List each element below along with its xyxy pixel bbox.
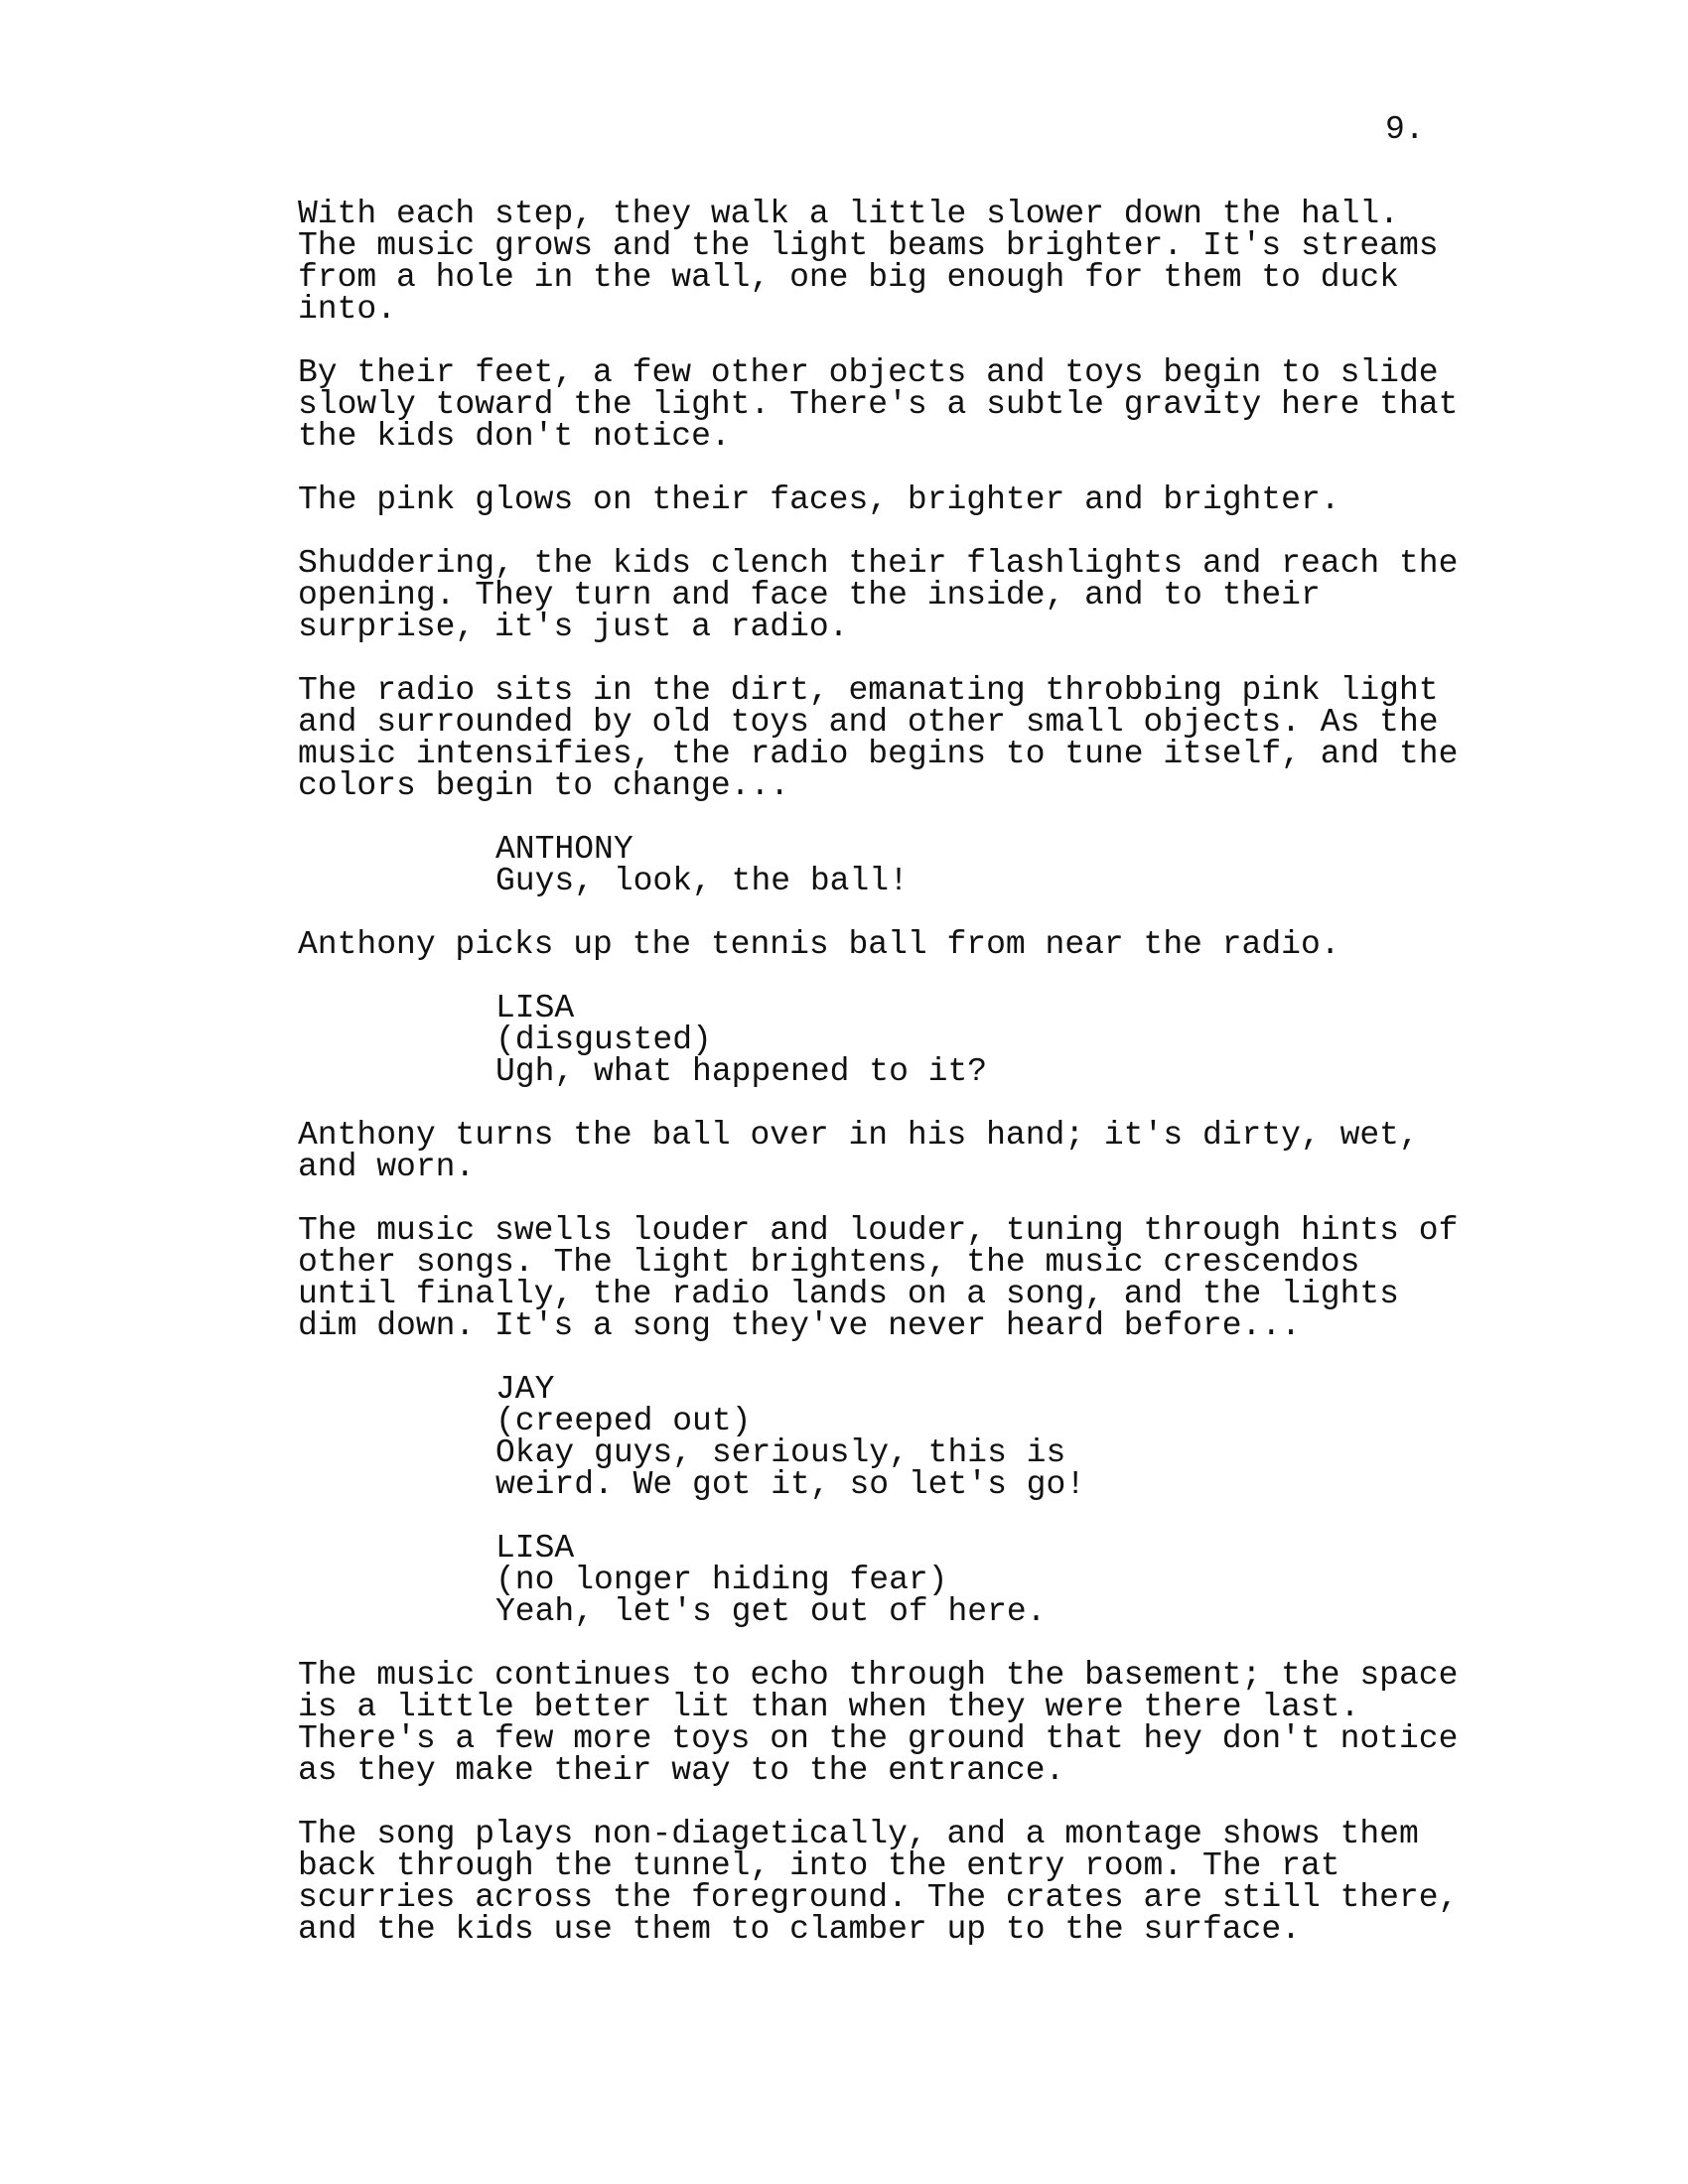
action-line: and surrounded by old toys and other small objects. As the	[298, 704, 1439, 741]
action-line: colors begin to change...	[298, 767, 790, 804]
block-spacer	[298, 1501, 1489, 1533]
action-line: slowly toward the light. There's a subtle gravity here that	[298, 386, 1459, 423]
action-line: The song plays non-diagetically, and a montage shows them	[298, 1816, 1419, 1852]
action-block	[298, 481, 1489, 518]
action-line: The pink glows on their faces, brighter and brighter.	[298, 481, 1340, 518]
block-spacer	[298, 516, 1489, 548]
character-name: LISA	[495, 1530, 575, 1567]
action-block	[298, 672, 1489, 804]
block-spacer	[298, 1183, 1489, 1215]
action-line: other songs. The light brightens, the music crescendos	[298, 1244, 1360, 1281]
action-line: into.	[298, 291, 397, 328]
action-line: the kids don't notice.	[298, 418, 731, 455]
action-line: surprise, it's just a radio.	[298, 609, 849, 645]
action-block	[298, 1657, 1489, 1789]
block-spacer	[298, 1787, 1489, 1819]
dialogue-line: Okay guys, seriously, this is	[495, 1434, 1066, 1471]
action-line: back through the tunnel, into the entry room. The rat	[298, 1847, 1340, 1884]
dialogue-block	[298, 1371, 1489, 1503]
action-line: The music grows and the light beams brighter. It's streams	[298, 227, 1439, 264]
action-block	[298, 1212, 1489, 1344]
dialogue-line: Guys, look, the ball!	[495, 863, 909, 899]
action-block	[298, 1816, 1489, 1948]
parenthetical: (creeped out)	[495, 1403, 752, 1439]
character-name: ANTHONY	[495, 831, 633, 868]
dialogue-line: Ugh, what happened to it?	[495, 1053, 988, 1090]
block-spacer	[298, 1342, 1489, 1374]
action-line: There's a few more toys on the ground that hey don't notice	[298, 1720, 1459, 1757]
action-line: until finally, the radio lands on a song, and the lights	[298, 1276, 1399, 1312]
action-line: Anthony picks up the tennis ball from near the radio.	[298, 926, 1340, 963]
action-line: dim down. It's a song they've never heard before...	[298, 1307, 1301, 1344]
block-spacer	[298, 1088, 1489, 1120]
action-line: as they make their way to the entrance.	[298, 1752, 1065, 1789]
action-line: scurries across the foreground. The crates are still there,	[298, 1879, 1459, 1916]
block-spacer	[298, 643, 1489, 675]
dialogue-line: Yeah, let's get out of here.	[495, 1593, 1047, 1630]
dialogue-block	[298, 831, 1489, 899]
character-name: JAY	[495, 1371, 555, 1408]
script-body	[298, 196, 1489, 1948]
action-line: The music continues to echo through the basement; the space	[298, 1657, 1459, 1694]
block-spacer	[298, 961, 1489, 993]
action-line: music intensifies, the radio begins to tune itself, and the	[298, 736, 1459, 772]
action-line: The radio sits in the dirt, emanating throbbing pink light	[298, 672, 1439, 709]
action-line: The music swells louder and louder, tuning through hints of	[298, 1212, 1459, 1249]
block-spacer	[298, 1628, 1489, 1660]
parenthetical: (disgusted)	[495, 1022, 712, 1058]
action-line: With each step, they walk a little slower down the hall.	[298, 196, 1399, 232]
action-line: from a hole in the wall, one big enough for them to duck	[298, 259, 1399, 296]
action-block	[298, 196, 1489, 328]
block-spacer	[298, 326, 1489, 357]
block-spacer	[298, 802, 1489, 834]
action-line: Shuddering, the kids clench their flashlights and reach the	[298, 545, 1459, 582]
action-line: and the kids use them to clamber up to the surface.	[298, 1911, 1301, 1948]
action-line: By their feet, a few other objects and toys begin to slide	[298, 354, 1439, 391]
action-block	[298, 354, 1489, 455]
action-block	[298, 545, 1489, 645]
page-number: 9.	[1385, 111, 1425, 148]
character-name: LISA	[495, 990, 575, 1026]
action-line: opening. They turn and face the inside, and to their	[298, 577, 1321, 614]
block-spacer	[298, 897, 1489, 929]
action-line: and worn.	[298, 1149, 476, 1185]
dialogue-block	[298, 990, 1489, 1090]
action-block	[298, 926, 1489, 963]
parenthetical: (no longer hiding fear)	[495, 1562, 948, 1598]
dialogue-block	[298, 1530, 1489, 1630]
action-line: is a little better lit than when they were there last.	[298, 1689, 1360, 1725]
block-spacer	[298, 453, 1489, 484]
action-line: Anthony turns the ball over in his hand; it's dirty, wet,	[298, 1117, 1419, 1154]
dialogue-line: weird. We got it, so let's go!	[495, 1466, 1086, 1503]
action-block	[298, 1117, 1489, 1185]
